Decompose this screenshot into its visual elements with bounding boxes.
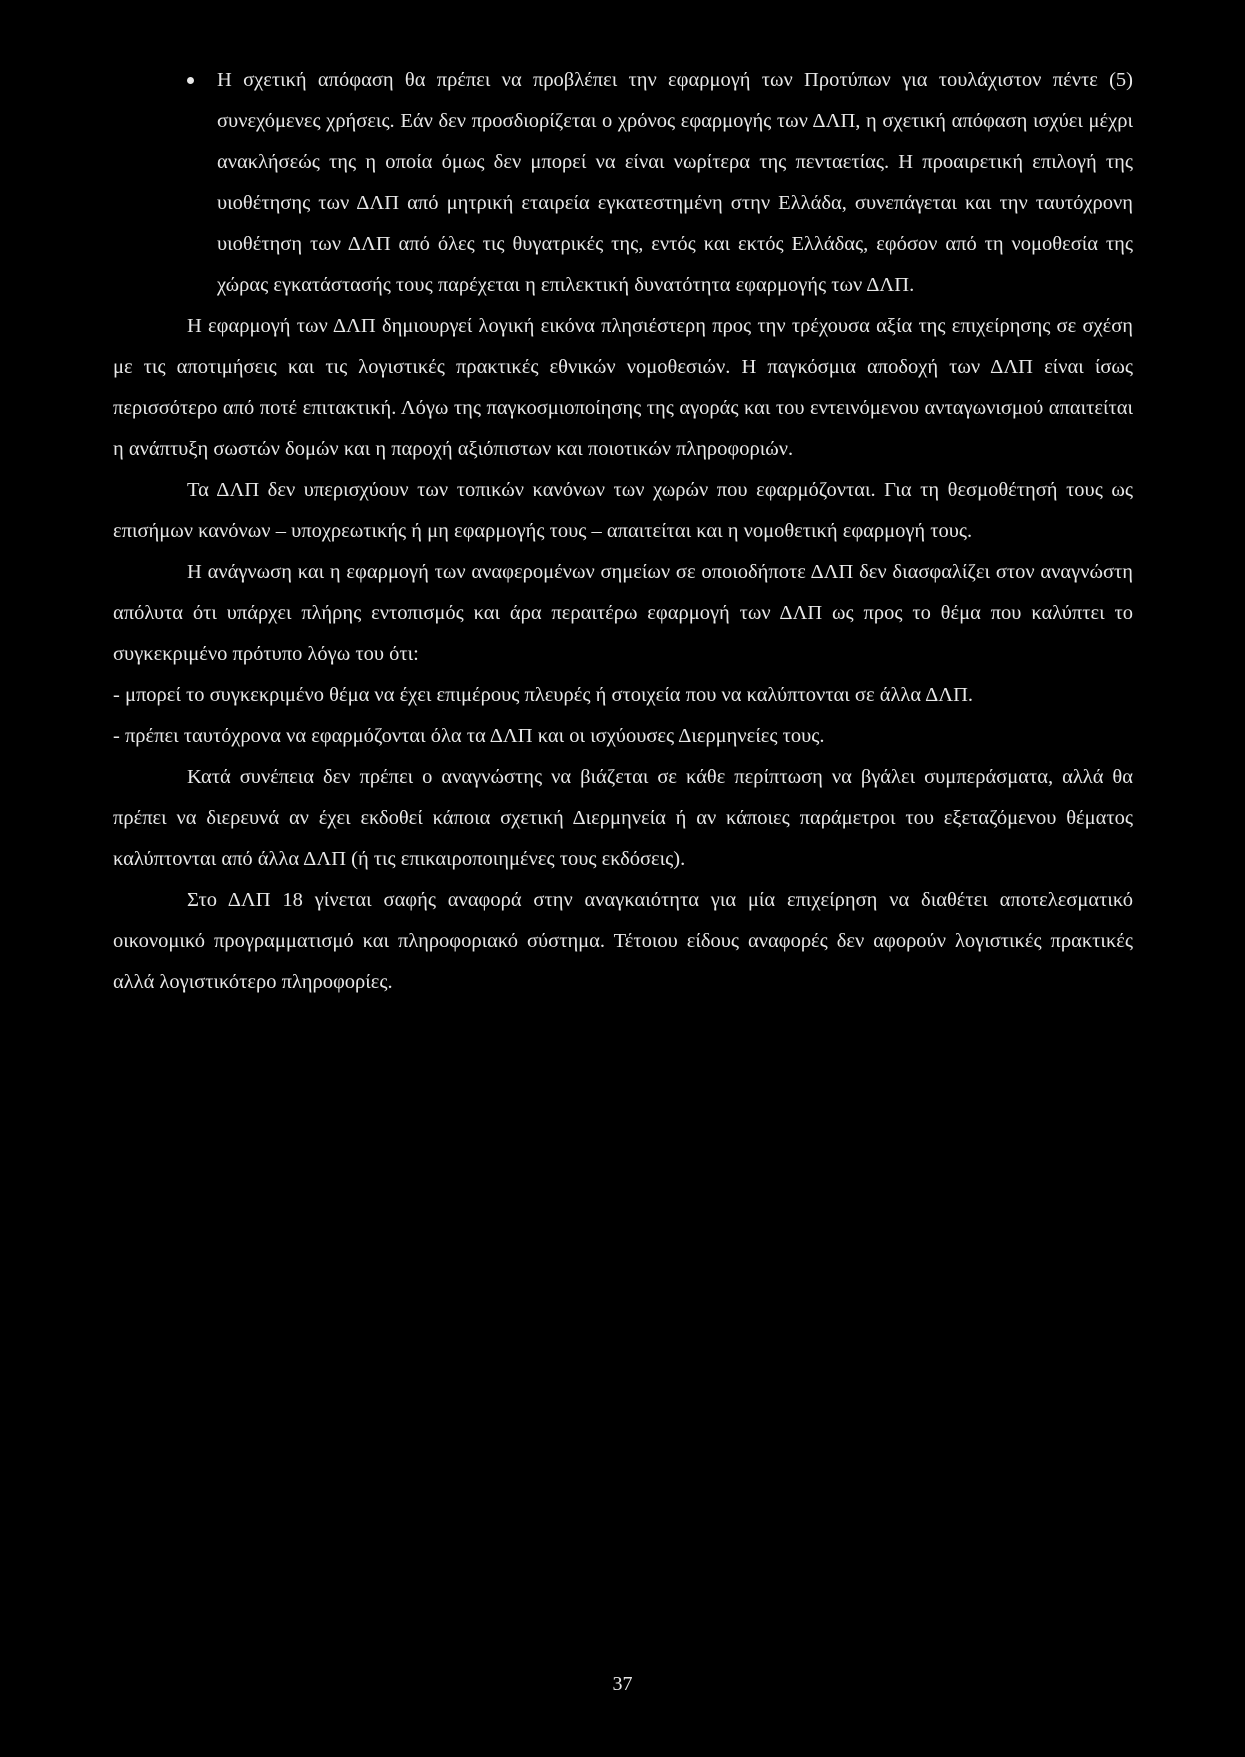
paragraph-ias-benefits: Η εφαρμογή των ΔΛΠ δημιουργεί λογική εικόνα πλησιέστερη προς την τρέχουσα αξία της επιχείρησης σε σχέση με τις αποτιμήσεις και τις λογιστικές πρακτικές εθνικών νομοθεσιών. Η παγκόσμια αποδοχή των ΔΛΠ είναι ίσως περισσότερο από ποτέ επιτακτική. Λόγω της παγκοσμιοποίησης της αγοράς και του εντεινόμενου ανταγωνισμού απαιτείται η ανάπτυξη σωστών δομών και η παροχή αξιόπιστων και ποιοτικών πληροφοριών. xyxy=(113,315,1133,460)
page-body xyxy=(113,60,1133,1003)
page-number: 37 xyxy=(612,1673,633,1695)
dash-list-item-1: - μπορεί το συγκεκριμένο θέμα να έχει επιμέρους πλευρές ή στοιχεία που να καλύπτονται σε άλλα ΔΛΠ. xyxy=(113,684,974,706)
bullet-list-item xyxy=(217,60,1133,306)
paragraph-ias-18: Στο ΔΛΠ 18 γίνεται σαφής αναφορά στην αναγκαιότητα για μία επιχείρηση να διαθέτει αποτελεσματικό οικονομικό προγραμματισμό και πληροφοριακό σύστημα. Τέτοιου είδους αναφορές δεν αφορούν λογιστικές πρακτικές αλλά λογιστικότερο πληροφορίες. xyxy=(113,889,1133,993)
bullet-icon xyxy=(187,60,195,101)
bullet-paragraph: Η σχετική απόφαση θα πρέπει να προβλέπει την εφαρμογή των Προτύπων για τουλάχιστον πέντε (5) συνεχόμενες χρήσεις. Εάν δεν προσδιορίζεται ο χρόνος εφαρμογής των ΔΛΠ, η σχετική απόφαση ισχύει μέχρι ανακλήσεώς της η οποία όμως δεν μπορεί να είναι νωρίτερα της πενταετίας. Η προαιρετική επιλογή της υιοθέτησης των ΔΛΠ από μητρική εταιρεία εγκατεστημένη στην Ελλάδα, συνεπάγεται και την ταυτόχρονη υιοθέτηση των ΔΛΠ από όλες τις θυγατρικές της, εντός και εκτός Ελλάδας, εφόσον από τη νομοθεσία της χώρας εγκατάστασής τους παρέχεται η επιλεκτική δυνατότητα εφαρμογής των ΔΛΠ. xyxy=(217,69,1133,296)
dash-list-item-2: - πρέπει ταυτόχρονα να εφαρμόζονται όλα τα ΔΛΠ και οι ισχύουσες Διερμηνείες τους. xyxy=(113,725,825,747)
paragraph-local-rules: Τα ΔΛΠ δεν υπερισχύουν των τοπικών κανόνων των χωρών που εφαρμόζονται. Για τη θεσμοθέτησή τους ως επισήμων κανόνων – υποχρεωτικής ή μη εφαρμογής τους – απαιτείται και η νομοθετική εφαρμογή τους. xyxy=(113,479,1133,542)
paragraph-reader-caution: Η ανάγνωση και η εφαρμογή των αναφερομένων σημείων σε οποιοδήποτε ΔΛΠ δεν διασφαλίζει στον αναγνώστη απόλυτα ότι υπάρχει πλήρης εντοπισμός και άρα περαιτέρω εφαρμογή των ΔΛΠ ως προς το θέμα που καλύπτει το συγκεκριμένο πρότυπο λόγω του ότι: xyxy=(113,561,1133,665)
paragraph-conclusions: Κατά συνέπεια δεν πρέπει ο αναγνώστης να βιάζεται σε κάθε περίπτωση να βγάλει συμπεράσματα, αλλά θα πρέπει να διερευνά αν έχει εκδοθεί κάποια σχετική Διερμηνεία ή αν κάποιες παράμετροι του εξεταζόμενου θέματος καλύπτονται από άλλα ΔΛΠ (ή τις επικαιροποιημένες τους εκδόσεις). xyxy=(113,766,1133,870)
